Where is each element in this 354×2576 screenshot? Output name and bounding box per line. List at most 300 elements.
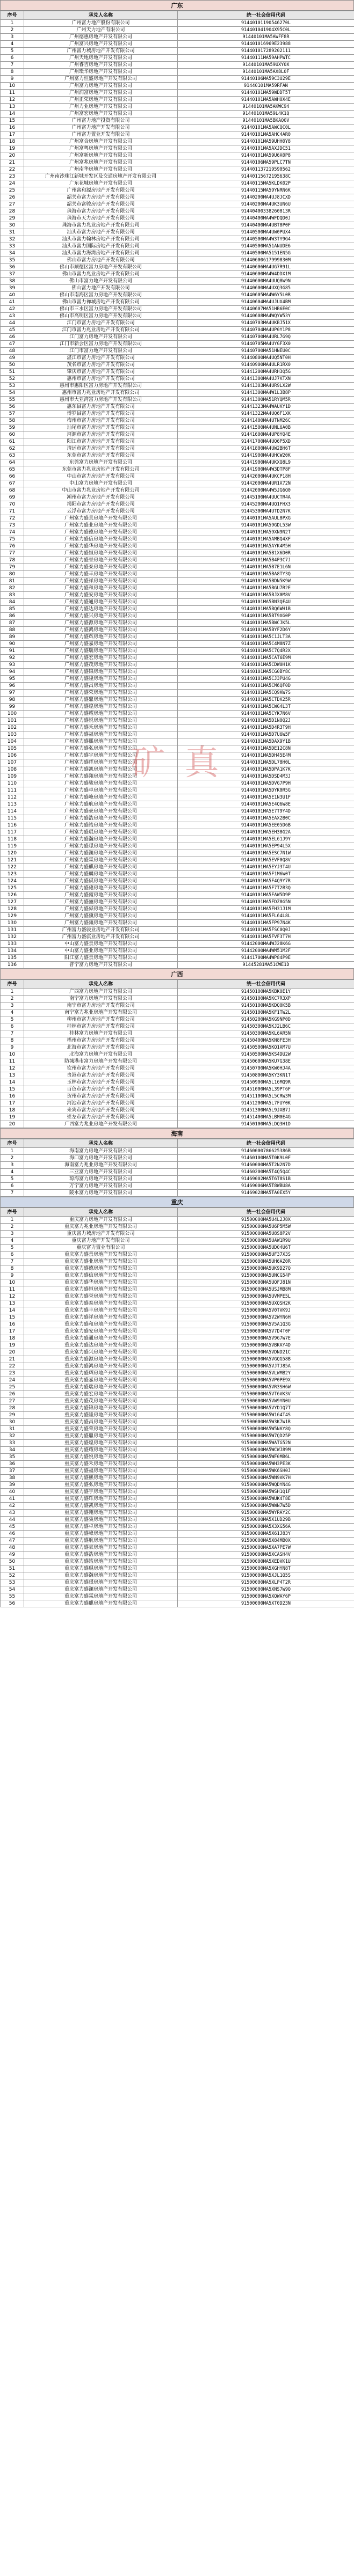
section-title: 重庆 — [0, 1197, 354, 1208]
table-row — [1, 529, 354, 536]
acceptor-name: 惠州市富力房地产开发有限公司 — [24, 376, 178, 383]
row-number: 93 — [1, 662, 24, 669]
acceptor-name: 佛山市三水区富力房地产开发有限公司 — [24, 306, 178, 313]
row-number: 19 — [1, 1114, 24, 1121]
acceptor-name: 重庆富力盛琨房地产开发有限公司 — [24, 1565, 178, 1572]
row-number: 125 — [1, 885, 24, 892]
acceptor-name: 重庆富力盛达房地产开发有限公司 — [24, 1342, 178, 1349]
table-row — [1, 215, 354, 222]
row-number: 23 — [1, 173, 24, 180]
acceptor-name: 重庆富力盛嘉房地产开发有限公司 — [24, 1377, 178, 1384]
credit-code: 91451200MA5L7FUY0K — [178, 1100, 354, 1107]
table-row — [1, 501, 354, 508]
acceptor-name: 重庆富力盛福房地产开发有限公司 — [24, 1468, 178, 1475]
credit-code: 91440608MA4WQYW53Y — [178, 313, 354, 320]
table-row — [1, 229, 354, 236]
acceptor-name: 广州富力盛骥房地产开发有限公司 — [24, 913, 178, 920]
table-row — [1, 83, 354, 90]
table-row — [1, 1517, 354, 1524]
row-number: 51 — [1, 1565, 24, 1572]
acceptor-name: 韶关市富力房地产开发有限公司 — [24, 194, 178, 201]
table-row — [1, 41, 354, 48]
row-number: 35 — [1, 257, 24, 264]
row-number: 56 — [1, 404, 24, 411]
row-number: 9 — [1, 76, 24, 83]
table-row — [1, 201, 354, 208]
credit-code: 91440101MA5C1JLT3A — [178, 634, 354, 641]
credit-code: 91441300MA51RYQM5R — [178, 397, 354, 404]
credit-code: 91441600MA4UP8YQ4E — [178, 431, 354, 438]
row-number: 62 — [1, 445, 24, 452]
row-number: 34 — [1, 1447, 24, 1454]
credit-code: 91440111MA59AHPWTC — [178, 55, 354, 62]
credit-code: 91440606MA4UG7R91L — [178, 264, 354, 271]
acceptor-name: 广州南华房地产开发有限公司 — [24, 166, 178, 173]
credit-code: 91440607MA51HB6E0C — [178, 306, 354, 313]
table-row — [1, 829, 354, 836]
credit-code: 91440101MA59UHH0Y8 — [178, 138, 354, 145]
header-no: 序号 — [1, 1139, 24, 1148]
acceptor-name: 广州富力盛煌房地产开发有限公司 — [24, 704, 178, 711]
credit-code: 91440101MA5DH45E4M — [178, 752, 354, 759]
acceptor-name: 重庆富力盛茂房地产开发有限公司 — [24, 1398, 178, 1405]
table-row — [1, 1245, 354, 1252]
acceptor-name: 广州富力盛悦房地产开发有限公司 — [24, 718, 178, 724]
table-row — [1, 620, 354, 627]
table-row — [1, 1252, 354, 1258]
table-row — [1, 1586, 354, 1593]
credit-code: 91500000MA5U8S8P2V — [178, 1231, 354, 1238]
table-row — [1, 1051, 354, 1058]
credit-code: 91450100MA5KF1TW2L — [178, 1009, 354, 1016]
credit-code: 91440101MA5DE12C8N — [178, 745, 354, 752]
acceptor-name: 重庆富力盛悦房地产开发有限公司 — [24, 1454, 178, 1461]
table-row — [1, 927, 354, 934]
acceptor-name: 广州富力盛源房地产开发有限公司 — [24, 620, 178, 627]
row-number: 12 — [1, 97, 24, 104]
credit-code: 91440101MA5FSC0Q0J — [178, 927, 354, 934]
acceptor-name: 广西富力房地产开发有限公司 — [24, 989, 178, 996]
acceptor-name: 广州富新房地产开发有限公司 — [24, 152, 178, 159]
table-row — [1, 1579, 354, 1586]
row-number: 40 — [1, 292, 24, 299]
credit-code: 91440101MA5D1N0Q2J — [178, 718, 354, 724]
table-row — [1, 125, 354, 131]
table-row — [1, 1258, 354, 1265]
credit-code: 91500000MA5U4L2J8X — [178, 1217, 354, 1224]
acceptor-name: 广州富力地产开发有限公司 — [24, 125, 178, 131]
table-row — [1, 397, 354, 404]
credit-code: 91440101MA5BYF2D6Y — [178, 627, 354, 634]
table-row — [1, 1072, 354, 1079]
table-row — [1, 438, 354, 445]
acceptor-name: 广州富力盛誉房地产开发有限公司 — [24, 557, 178, 564]
acceptor-name: 广州富力地产股份有限公司 — [24, 20, 178, 27]
header-row — [1, 980, 354, 989]
credit-code: 91441300MA4UJ7KTXN — [178, 376, 354, 383]
table-row — [1, 808, 354, 815]
row-number: 45 — [1, 1524, 24, 1531]
table-row — [1, 452, 354, 459]
credit-code: 91500000MA5XJL1Q5S — [178, 1572, 354, 1579]
credit-code: 91440705MA4UYGF3X0 — [178, 341, 354, 348]
row-number: 28 — [1, 208, 24, 215]
table-row — [1, 48, 354, 55]
table-row — [1, 327, 354, 334]
row-number: 103 — [1, 731, 24, 738]
acceptor-name: 重庆富力盛禾房地产开发有限公司 — [24, 1461, 178, 1468]
credit-code: 914401137219590562 — [178, 166, 354, 173]
acceptor-name: 重庆富力兆业房地产开发有限公司 — [24, 1224, 178, 1231]
row-number: 6 — [1, 1023, 24, 1030]
table-row — [1, 892, 354, 899]
table-row — [1, 69, 354, 76]
credit-code: 91440101MA5EP94L5X — [178, 843, 354, 850]
credit-code: 91440101MA5CYK7N6V — [178, 711, 354, 718]
credit-code: 91500000MA5XCASH4V — [178, 1552, 354, 1558]
row-number: 77 — [1, 550, 24, 557]
table-row — [1, 1114, 354, 1121]
acceptor-name: 重庆富力盛浩房地产开发有限公司 — [24, 1552, 178, 1558]
table-row — [1, 543, 354, 550]
acceptor-name: 重庆富力盛德房地产开发有限公司 — [24, 1265, 178, 1272]
row-number: 99 — [1, 704, 24, 711]
row-number: 7 — [1, 1190, 24, 1197]
row-number: 112 — [1, 794, 24, 801]
table-row — [1, 585, 354, 592]
row-number: 42 — [1, 306, 24, 313]
acceptor-name: 江门市富力房地产开发有限公司 — [24, 320, 178, 327]
table-row — [1, 1475, 354, 1482]
table-row — [1, 320, 354, 327]
table-row — [1, 759, 354, 766]
credit-code: 91469006MA5T8WBU8A — [178, 1183, 354, 1190]
acceptor-name: 广州富力盛霖房地产开发有限公司 — [24, 857, 178, 864]
row-number: 24 — [1, 1377, 24, 1384]
table-row — [1, 1002, 354, 1009]
acceptor-name: 琼海富力房地产开发有限公司 — [24, 1176, 178, 1183]
row-number: 102 — [1, 724, 24, 731]
table-row — [1, 738, 354, 745]
table-row — [1, 1265, 354, 1272]
table-row — [1, 27, 354, 34]
credit-code: 91500000MA5VW9YN0U — [178, 1398, 354, 1405]
table-row — [1, 418, 354, 425]
table-row — [1, 1217, 354, 1224]
acceptor-name: 佛山市富力禅城房地产开发有限公司 — [24, 299, 178, 306]
row-number: 50 — [1, 1558, 24, 1565]
acceptor-name: 河池市富力房地产开发有限公司 — [24, 1100, 178, 1107]
acceptor-name: 广州富力盛骧房地产开发有限公司 — [24, 920, 178, 927]
credit-code: 91450300MA5KL6AR5N — [178, 1030, 354, 1037]
row-number: 47 — [1, 341, 24, 348]
credit-code: 91440101MA5BDN5K9W — [178, 578, 354, 585]
credit-code: 91441303MA4UR9LX2W — [178, 383, 354, 390]
row-number: 2 — [1, 1155, 24, 1162]
credit-code: 91500000MA5UQFJ81N — [178, 1279, 354, 1286]
row-number: 69 — [1, 494, 24, 501]
table-row — [1, 1384, 354, 1391]
table-row — [1, 815, 354, 822]
acceptor-name: 广州富宏房地产开发有限公司 — [24, 111, 178, 118]
row-number: 97 — [1, 690, 24, 697]
credit-code: 91440101MA5DSD4M3J — [178, 773, 354, 780]
acceptor-name: 惠州市惠阳区富力房地产开发有限公司 — [24, 383, 178, 390]
table-row — [1, 676, 354, 683]
credit-code: 91450400MA5KN8FE3H — [178, 1037, 354, 1044]
row-number: 75 — [1, 536, 24, 543]
table-row — [1, 1079, 354, 1086]
row-number: 131 — [1, 927, 24, 934]
acceptor-name: 广州富力盛弘房地产开发有限公司 — [24, 745, 178, 752]
table-row — [1, 1065, 354, 1072]
table-row — [1, 1100, 354, 1107]
acceptor-name: 广州富力盛峰房地产开发有限公司 — [24, 794, 178, 801]
acceptor-name: 广州富合房地产开发有限公司 — [24, 138, 178, 145]
acceptor-name: 广州富力盛豪房地产开发有限公司 — [24, 808, 178, 815]
acceptor-name: 佛山富力地产开发有限公司 — [24, 285, 178, 292]
credit-code: 91500000MA5UNCG54P — [178, 1272, 354, 1279]
acceptor-name: 广州富力房地产开发有限公司 — [24, 83, 178, 90]
row-number: 14 — [1, 1079, 24, 1086]
credit-code: 91460000MA5T2N2N7D — [178, 1162, 354, 1169]
table-row — [1, 1496, 354, 1503]
acceptor-name: 贵港市富力房地产开发有限公司 — [24, 1072, 178, 1079]
credit-code: 91500000MA5X61J83Y — [178, 1531, 354, 1538]
credit-code: 91440101MA5DPA1K7K — [178, 766, 354, 773]
row-number: 117 — [1, 829, 24, 836]
row-number: 42 — [1, 1503, 24, 1510]
acceptor-name: 广州富力盛翔房地产开发有限公司 — [24, 773, 178, 780]
credit-code: 91500000MA5UF37X3S — [178, 1252, 354, 1258]
acceptor-name: 广州富力盛骏房地产开发有限公司 — [24, 780, 178, 787]
acceptor-name: 博罗县富力房地产开发有限公司 — [24, 411, 178, 418]
row-number: 30 — [1, 1419, 24, 1426]
table-row — [1, 1558, 354, 1565]
table-row — [1, 1391, 354, 1398]
credit-code: 91500000MA5WUK4T8E — [178, 1496, 354, 1503]
row-number: 26 — [1, 1391, 24, 1398]
table-row — [1, 1030, 354, 1037]
credit-code: 91441300MA4W1L3B8P — [178, 390, 354, 397]
acceptor-name: 清远市富力房地产开发有限公司 — [24, 445, 178, 452]
table-row — [1, 864, 354, 871]
row-number: 90 — [1, 641, 24, 648]
acceptor-name: 广州富力盛浩房地产开发有限公司 — [24, 815, 178, 822]
row-number: 96 — [1, 683, 24, 690]
table-row — [1, 1231, 354, 1238]
section-title: 海南 — [0, 1128, 354, 1139]
row-number: 28 — [1, 1405, 24, 1412]
acceptor-name: 重庆富力盛骏房地产开发有限公司 — [24, 1517, 178, 1524]
acceptor-name: 汕头市富力翰林房地产开发有限公司 — [24, 236, 178, 243]
table-row — [1, 1489, 354, 1496]
table-row — [1, 1176, 354, 1183]
table-row — [1, 1468, 354, 1475]
acceptor-name: 广州富力盛澜房地产开发有限公司 — [24, 850, 178, 857]
row-number: 81 — [1, 578, 24, 585]
row-number: 59 — [1, 425, 24, 431]
table-row — [1, 794, 354, 801]
acceptor-name: 重庆富力盛誉房地产开发有限公司 — [24, 1293, 178, 1300]
table-row — [1, 690, 354, 697]
table-row — [1, 1419, 354, 1426]
acceptor-name: 广州富力盛骝房地产开发有限公司 — [24, 892, 178, 899]
row-number: 33 — [1, 1440, 24, 1447]
acceptor-name: 柳州市富力房地产开发有限公司 — [24, 1016, 178, 1023]
table-row — [1, 564, 354, 571]
acceptor-name: 广州富力盛茂房地产开发有限公司 — [24, 662, 178, 669]
credit-code: 91441400MA4UTNM26C — [178, 418, 354, 425]
row-number: 15 — [1, 118, 24, 125]
credit-code: 91500000MA5WK6SH0J — [178, 1468, 354, 1475]
table-row — [1, 131, 354, 138]
credit-code: 91440101MA5E7T9Y4D — [178, 808, 354, 815]
row-number: 18 — [1, 138, 24, 145]
credit-code: 91441900MA4W3DTP8F — [178, 466, 354, 473]
row-number: 70 — [1, 501, 24, 508]
row-number: 115 — [1, 815, 24, 822]
row-number: 113 — [1, 801, 24, 808]
table-row — [1, 1349, 354, 1356]
row-number: 10 — [1, 83, 24, 90]
table-row — [1, 187, 354, 194]
row-number: 134 — [1, 948, 24, 955]
table-row — [1, 431, 354, 438]
credit-code: 91440101MA5BKAQ0V — [178, 118, 354, 125]
table-row — [1, 801, 354, 808]
row-number: 82 — [1, 585, 24, 592]
row-number: 17 — [1, 1328, 24, 1335]
table-row — [1, 669, 354, 676]
credit-code: 91450100MA5KBK0E1Y — [178, 989, 354, 996]
table-row — [1, 773, 354, 780]
acceptor-name: 广州富力盛祥房地产开发有限公司 — [24, 578, 178, 585]
table-row — [1, 34, 354, 41]
credit-code: 91450600MA5KU7G38E — [178, 1058, 354, 1065]
table-row — [1, 1321, 354, 1328]
acceptor-name: 三亚富力房地产开发有限公司 — [24, 1169, 178, 1176]
header-no: 序号 — [1, 980, 24, 989]
credit-code: 91440101MA5BJX0M8V — [178, 592, 354, 599]
credit-code: 91440101MA5CAT6E9M — [178, 655, 354, 662]
table-row — [1, 822, 354, 829]
credit-code: 91442000MA4WM51M2F — [178, 948, 354, 955]
row-number: 8 — [1, 69, 24, 76]
table-row — [1, 1224, 354, 1231]
acceptor-name: 阳江富力盛景房地产开发有限公司 — [24, 955, 178, 962]
table-row — [1, 473, 354, 480]
credit-code: 91500000MA5V7D4T0F — [178, 1328, 354, 1335]
credit-code: 91440600617999830M — [178, 257, 354, 264]
credit-code: 91500000MA5WWN7W5D — [178, 1503, 354, 1510]
table-row — [1, 941, 354, 948]
credit-code: 91460200MA5T4Q5Q4C — [178, 1169, 354, 1176]
acceptor-name: 江门市富力地产开发有限公司 — [24, 348, 178, 355]
credit-code: 91440605MA4W6Y5L0R — [178, 292, 354, 299]
row-number: 19 — [1, 145, 24, 152]
acceptor-name: 广州天地房地产开发有限公司 — [24, 55, 178, 62]
table-row — [1, 383, 354, 390]
credit-code: 91500000MA5VDND21C — [178, 1349, 354, 1356]
row-number: 86 — [1, 613, 24, 620]
table-row — [1, 1363, 354, 1370]
row-number: 72 — [1, 515, 24, 522]
table-row — [1, 194, 354, 201]
credit-code: 91440101MA5AWFF8R — [178, 34, 354, 41]
row-number: 48 — [1, 348, 24, 355]
acceptor-name: 广州富力盛麒房地产开发有限公司 — [24, 864, 178, 871]
row-number: 24 — [1, 180, 24, 187]
row-number: 116 — [1, 822, 24, 829]
acceptor-name: 揭阳市富力房地产开发有限公司 — [24, 501, 178, 508]
row-number: 46 — [1, 334, 24, 341]
credit-code: 91440101MA5B4P3C7J — [178, 557, 354, 564]
acceptor-name: 佛山市高明区富力房地产开发有限公司 — [24, 313, 178, 320]
table-row — [1, 369, 354, 376]
acceptor-name: 重庆富力盛熙房地产开发有限公司 — [24, 1475, 178, 1482]
credit-code: 91440101MA5BGU7R2E — [178, 585, 354, 592]
credit-code: 91450700MA5KW0HJ4A — [178, 1065, 354, 1072]
credit-code: 91440101MA5B1X6D0R — [178, 550, 354, 557]
table-row — [1, 697, 354, 704]
credit-code: 91469002MA5T6T8S1B — [178, 1176, 354, 1183]
acceptor-name: 广州富力盛达房地产开发有限公司 — [24, 606, 178, 613]
acceptor-name: 广州富力盛通房地产开发有限公司 — [24, 599, 178, 606]
row-number: 44 — [1, 320, 24, 327]
credit-code: 91440101MA5CJ3PU4G — [178, 676, 354, 683]
credit-code: 91440101MA59GDL53W — [178, 522, 354, 529]
acceptor-name: 重庆富力盛璟房地产开发有限公司 — [24, 1579, 178, 1586]
row-number: 105 — [1, 745, 24, 752]
credit-code: 91440200MA4UJ8JCXD — [178, 194, 354, 201]
table-row — [1, 1370, 354, 1377]
table-row — [1, 306, 354, 313]
credit-code: 914401017289202111 — [178, 48, 354, 55]
credit-code: 91440101MA5F1M6W0T — [178, 871, 354, 878]
acceptor-name: 重庆富力盛荣房地产开发有限公司 — [24, 1426, 178, 1433]
acceptor-name: 佛山市富力房地产开发有限公司 — [24, 257, 178, 264]
acceptor-name: 重庆富力盛锦房地产开发有限公司 — [24, 1405, 178, 1412]
credit-code: 91440115MA59YNRN6K — [178, 187, 354, 194]
credit-code: 91500000MA5UK9D27Q — [178, 1265, 354, 1272]
watermark-text: 矿 真 — [131, 743, 223, 783]
section-table — [0, 979, 354, 1128]
table-row — [1, 180, 354, 187]
row-number: 85 — [1, 606, 24, 613]
row-number: 51 — [1, 369, 24, 376]
acceptor-name: 重庆富力盛卓房地产开发有限公司 — [24, 1524, 178, 1531]
acceptor-name: 广州富力盛瑞房地产开发有限公司 — [24, 648, 178, 655]
row-number: 16 — [1, 1093, 24, 1100]
acceptor-name: 广州富力盛宏房地产开发有限公司 — [24, 655, 178, 662]
acceptor-name: 广州富力盛骊房地产开发有限公司 — [24, 899, 178, 906]
credit-code: 91440101MA5AXJDC51 — [178, 145, 354, 152]
table-row — [1, 341, 354, 348]
row-number: 38 — [1, 278, 24, 285]
table-row — [1, 1016, 354, 1023]
credit-code: 91440101MA5FVF3T7H — [178, 934, 354, 941]
credit-code: 91500000MA5VP0PE9X — [178, 1377, 354, 1384]
credit-code: 91440101MA5EAX2B0C — [178, 815, 354, 822]
table-row — [1, 138, 354, 145]
credit-code: 91500000MA5UH6AZ0R — [178, 1258, 354, 1265]
credit-code: 91442000MA4WJ28K6G — [178, 941, 354, 948]
acceptor-name: 南宁富力房地产开发有限公司 — [24, 996, 178, 1002]
credit-code: 91440101MA5FL64L8L — [178, 913, 354, 920]
table-row — [1, 76, 354, 83]
acceptor-name: 广州富力盛隆房地产开发有限公司 — [24, 676, 178, 683]
